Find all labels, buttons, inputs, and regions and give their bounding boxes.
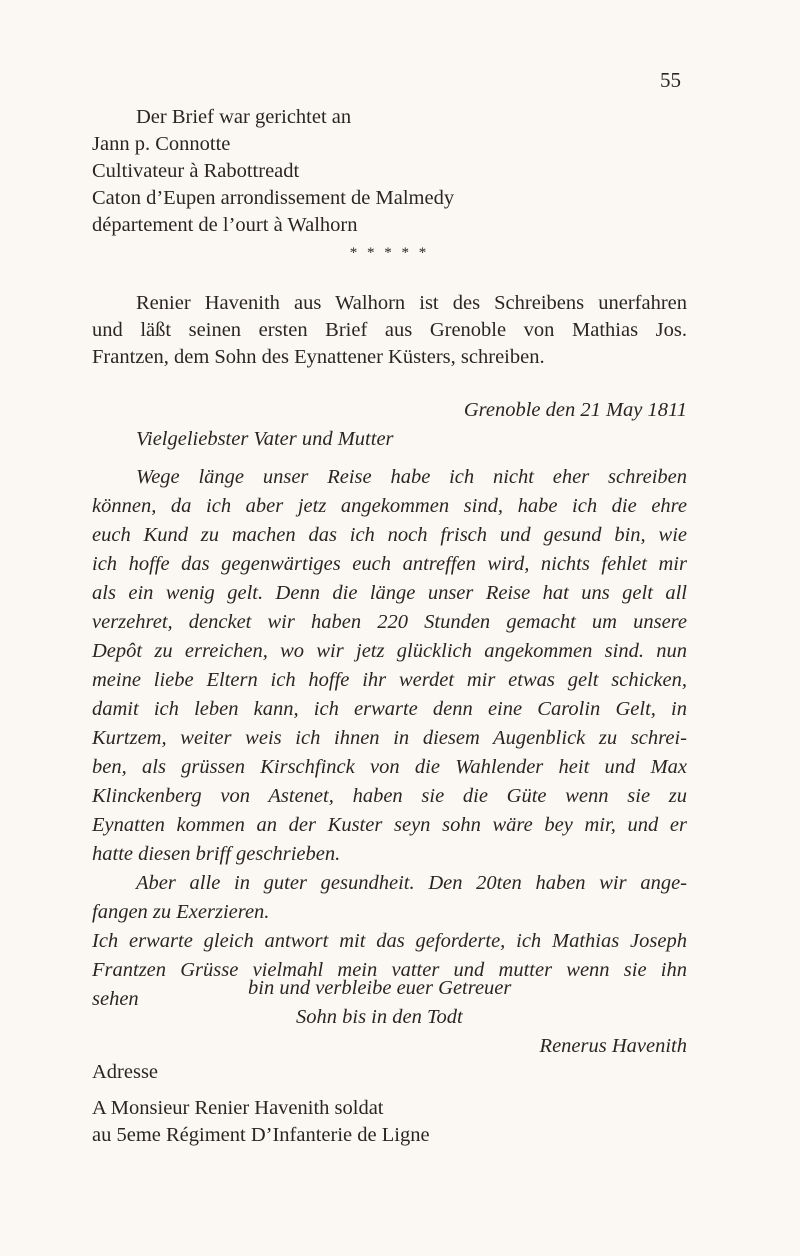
intro-line: Cultivateur à Rabottreadt bbox=[92, 160, 300, 182]
letter-body-line: euch Kund zu machen das ich noch frisch und gesund bin, wie bbox=[92, 524, 687, 546]
letter-body-line: Ich erwarte gleich antwort mit das geforderte, ich Mathias Joseph bbox=[92, 930, 687, 952]
intro-line: Caton d’Eupen arrondissement de Malmedy bbox=[92, 187, 455, 209]
letter-body-line: damit ich leben kann, ich erwarte denn eine Carolin Gelt, in bbox=[92, 698, 687, 720]
letter-body-line: Wege länge unser Reise habe ich nicht eher schreiben bbox=[136, 466, 687, 488]
letter-body-line: Frantzen Grüsse vielmahl mein vatter und mutter wenn sie ihn bbox=[92, 959, 687, 981]
address-line: A Monsieur Renier Havenith soldat bbox=[92, 1097, 384, 1119]
intro-line: département de l’ourt à Walhorn bbox=[92, 214, 358, 236]
letter-body-line: meine liebe Eltern ich hoffe ihr werdet mir etwas gelt schicken, bbox=[92, 669, 687, 691]
explanation-line: Renier Havenith aus Walhorn ist des Schreibens unerfahren bbox=[136, 292, 687, 314]
address-line: au 5eme Régiment D’Infanterie de Ligne bbox=[92, 1124, 430, 1146]
letter-body-line: Aber alle in guter gesundheit. Den 20ten haben wir ange- bbox=[136, 872, 687, 894]
letter-body-line: Eynatten kommen an der Kuster seyn sohn wäre bey mir, und er bbox=[92, 814, 687, 836]
letter-body-line: fangen zu Exerzieren. bbox=[92, 901, 270, 923]
letter-body-line: Klinckenberg von Astenet, haben sie die Güte wenn sie zu bbox=[92, 785, 687, 807]
letter-signature: Renerus Havenith bbox=[539, 1035, 687, 1057]
letter-closing: Sohn bis in den Todt bbox=[296, 1006, 463, 1028]
letter-body-line: können, da ich aber jetz angekommen sind, habe ich die ehre bbox=[92, 495, 687, 517]
intro-line: Jann p. Connotte bbox=[92, 133, 231, 155]
letter-body-line: ich hoffe das gegenwärtiges euch antreffen wird, nichts fehlet mir bbox=[92, 553, 687, 575]
letter-body-line: Kurtzem, weiter weis ich ihnen in diesem Augenblick zu schrei- bbox=[92, 727, 687, 749]
letter-body-line: als ein wenig gelt. Denn die länge unser Reise hat uns gelt all bbox=[92, 582, 687, 604]
letter-body-line: hatte diesen briff geschrieben. bbox=[92, 843, 341, 865]
letter-body-line: sehen bbox=[92, 988, 139, 1010]
separator-stars: * * * * * bbox=[349, 245, 430, 261]
letter-body-line: verzehret, dencket wir haben 220 Stunden gemacht um unsere bbox=[92, 611, 687, 633]
letter-salutation: Vielgeliebster Vater und Mutter bbox=[136, 428, 394, 450]
page-number: 55 bbox=[660, 68, 681, 92]
explanation-line: Frantzen, dem Sohn des Eynattener Küsters, schreiben. bbox=[92, 346, 545, 368]
letter-closing: bin und verbleibe euer Getreuer bbox=[248, 977, 512, 999]
address-label: Adresse bbox=[92, 1061, 159, 1083]
letter-body-line: ben, als grüssen Kirschfinck von die Wahlender heit und Max bbox=[92, 756, 687, 778]
letter-place-date: Grenoble den 21 May 1811 bbox=[463, 399, 687, 421]
intro-line: Der Brief war gerichtet an bbox=[136, 106, 352, 128]
letter-body-line: Depôt zu erreichen, wo wir jetz glücklich angekommen sind. nun bbox=[92, 640, 687, 662]
explanation-line: und läßt seinen ersten Brief aus Grenoble von Mathias Jos. bbox=[92, 319, 687, 341]
